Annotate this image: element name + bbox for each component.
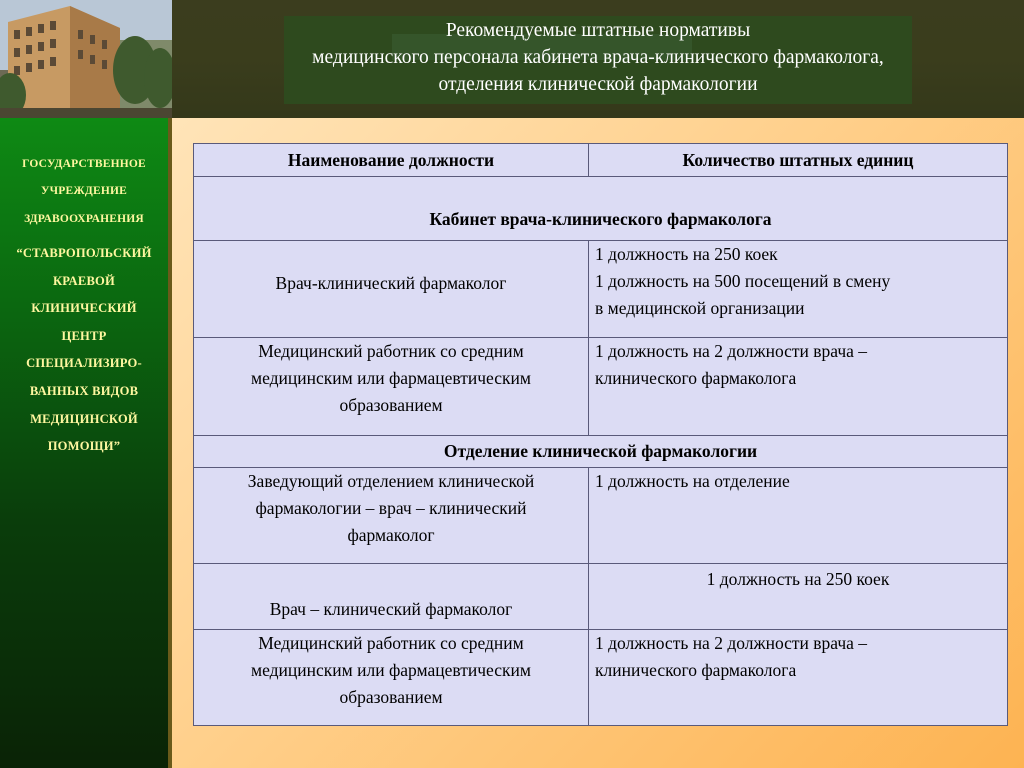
header-units: Количество штатных единиц (589, 144, 1008, 177)
org-name-line-2: КРАЕВОЙ (52, 273, 116, 288)
position-line: образованием (339, 395, 443, 415)
header-position: Наименование должности (194, 144, 589, 177)
table-row (194, 468, 1008, 564)
org-name-line-6: ВАННЫХ ВИДОВ (29, 383, 139, 398)
cell-position (194, 338, 589, 436)
position-line: фармакологии – врач – клинический (255, 498, 527, 518)
org-name-line-7: МЕДИЦИНСКОЙ (30, 411, 138, 426)
position-line: Заведующий отделением клинической (247, 471, 535, 491)
cell-units (589, 468, 1008, 564)
cell-units (589, 338, 1008, 436)
position-line: медицинским или фармацевтическим (251, 368, 531, 388)
position-line: образованием (339, 687, 443, 707)
cell-units (589, 241, 1008, 338)
section-row (194, 177, 1008, 241)
section-title-department: Отделение клинической фармакологии (194, 436, 1008, 468)
cell-position (194, 468, 589, 564)
table-row (194, 564, 1008, 630)
building-photo (0, 0, 172, 118)
units-line: клинического фармаколога (595, 660, 797, 680)
org-name-line-1: “СТАВРОПОЛЬСКИЙ (16, 246, 152, 260)
section-row (194, 436, 1008, 468)
units-line: 1 должность на 250 коек (595, 244, 778, 264)
org-name (0, 240, 168, 461)
position-line: Медицинский работник со средним (258, 633, 524, 653)
cell-position: Врач – клинический фармаколог (194, 564, 589, 630)
title-line-1: Рекомендуемые штатные нормативы (445, 20, 751, 41)
section-title-cabinet: Кабинет врача-клинического фармаколога (194, 177, 1008, 241)
position-line: Медицинский работник со средним (258, 341, 524, 361)
units-line: 1 должность на 500 посещений в смену (595, 271, 891, 291)
units-line: клинического фармаколога (595, 368, 797, 388)
title-line-3: отделения клинической фармакологии (438, 74, 758, 95)
position-line: фармаколог (347, 525, 435, 545)
sidebar (0, 118, 172, 768)
table-header-row (194, 144, 1008, 177)
org-name-line-4: ЦЕНТР (61, 328, 107, 343)
org-type (0, 151, 168, 233)
org-line-3: ЗДРАВООХРАНЕНИЯ (24, 212, 144, 225)
cell-position: Врач-клинический фармаколог (194, 241, 589, 338)
org-line-1: ГОСУДАРСТВЕННОЕ (22, 158, 146, 170)
table-row (194, 241, 1008, 338)
table-row (194, 338, 1008, 436)
position-line: медицинским или фармацевтическим (251, 660, 531, 680)
cell-units (589, 630, 1008, 726)
org-name-line-5: СПЕЦИАЛИЗИРО- (26, 356, 142, 371)
units-line: 1 должность на 2 должности врача – (595, 633, 868, 653)
units-line: 1 должность на 2 должности врача – (595, 341, 868, 361)
org-name-line-3: КЛИНИЧЕСКИЙ (31, 301, 137, 316)
cell-units: 1 должность на 250 коек (589, 564, 1008, 630)
units-line: 1 должность на отделение (595, 471, 790, 491)
page-title (172, 17, 1024, 98)
cell-position (194, 630, 589, 726)
org-name-line-8: ПОМОЩИ” (47, 439, 121, 454)
org-line-2: УЧРЕЖДЕНИЕ (40, 185, 128, 198)
title-line-2: медицинского персонала кабинета врача-клинического фармаколога, (312, 47, 884, 68)
units-line: в медицинской организации (595, 298, 805, 318)
staffing-table (193, 143, 1008, 726)
table-row (194, 630, 1008, 726)
